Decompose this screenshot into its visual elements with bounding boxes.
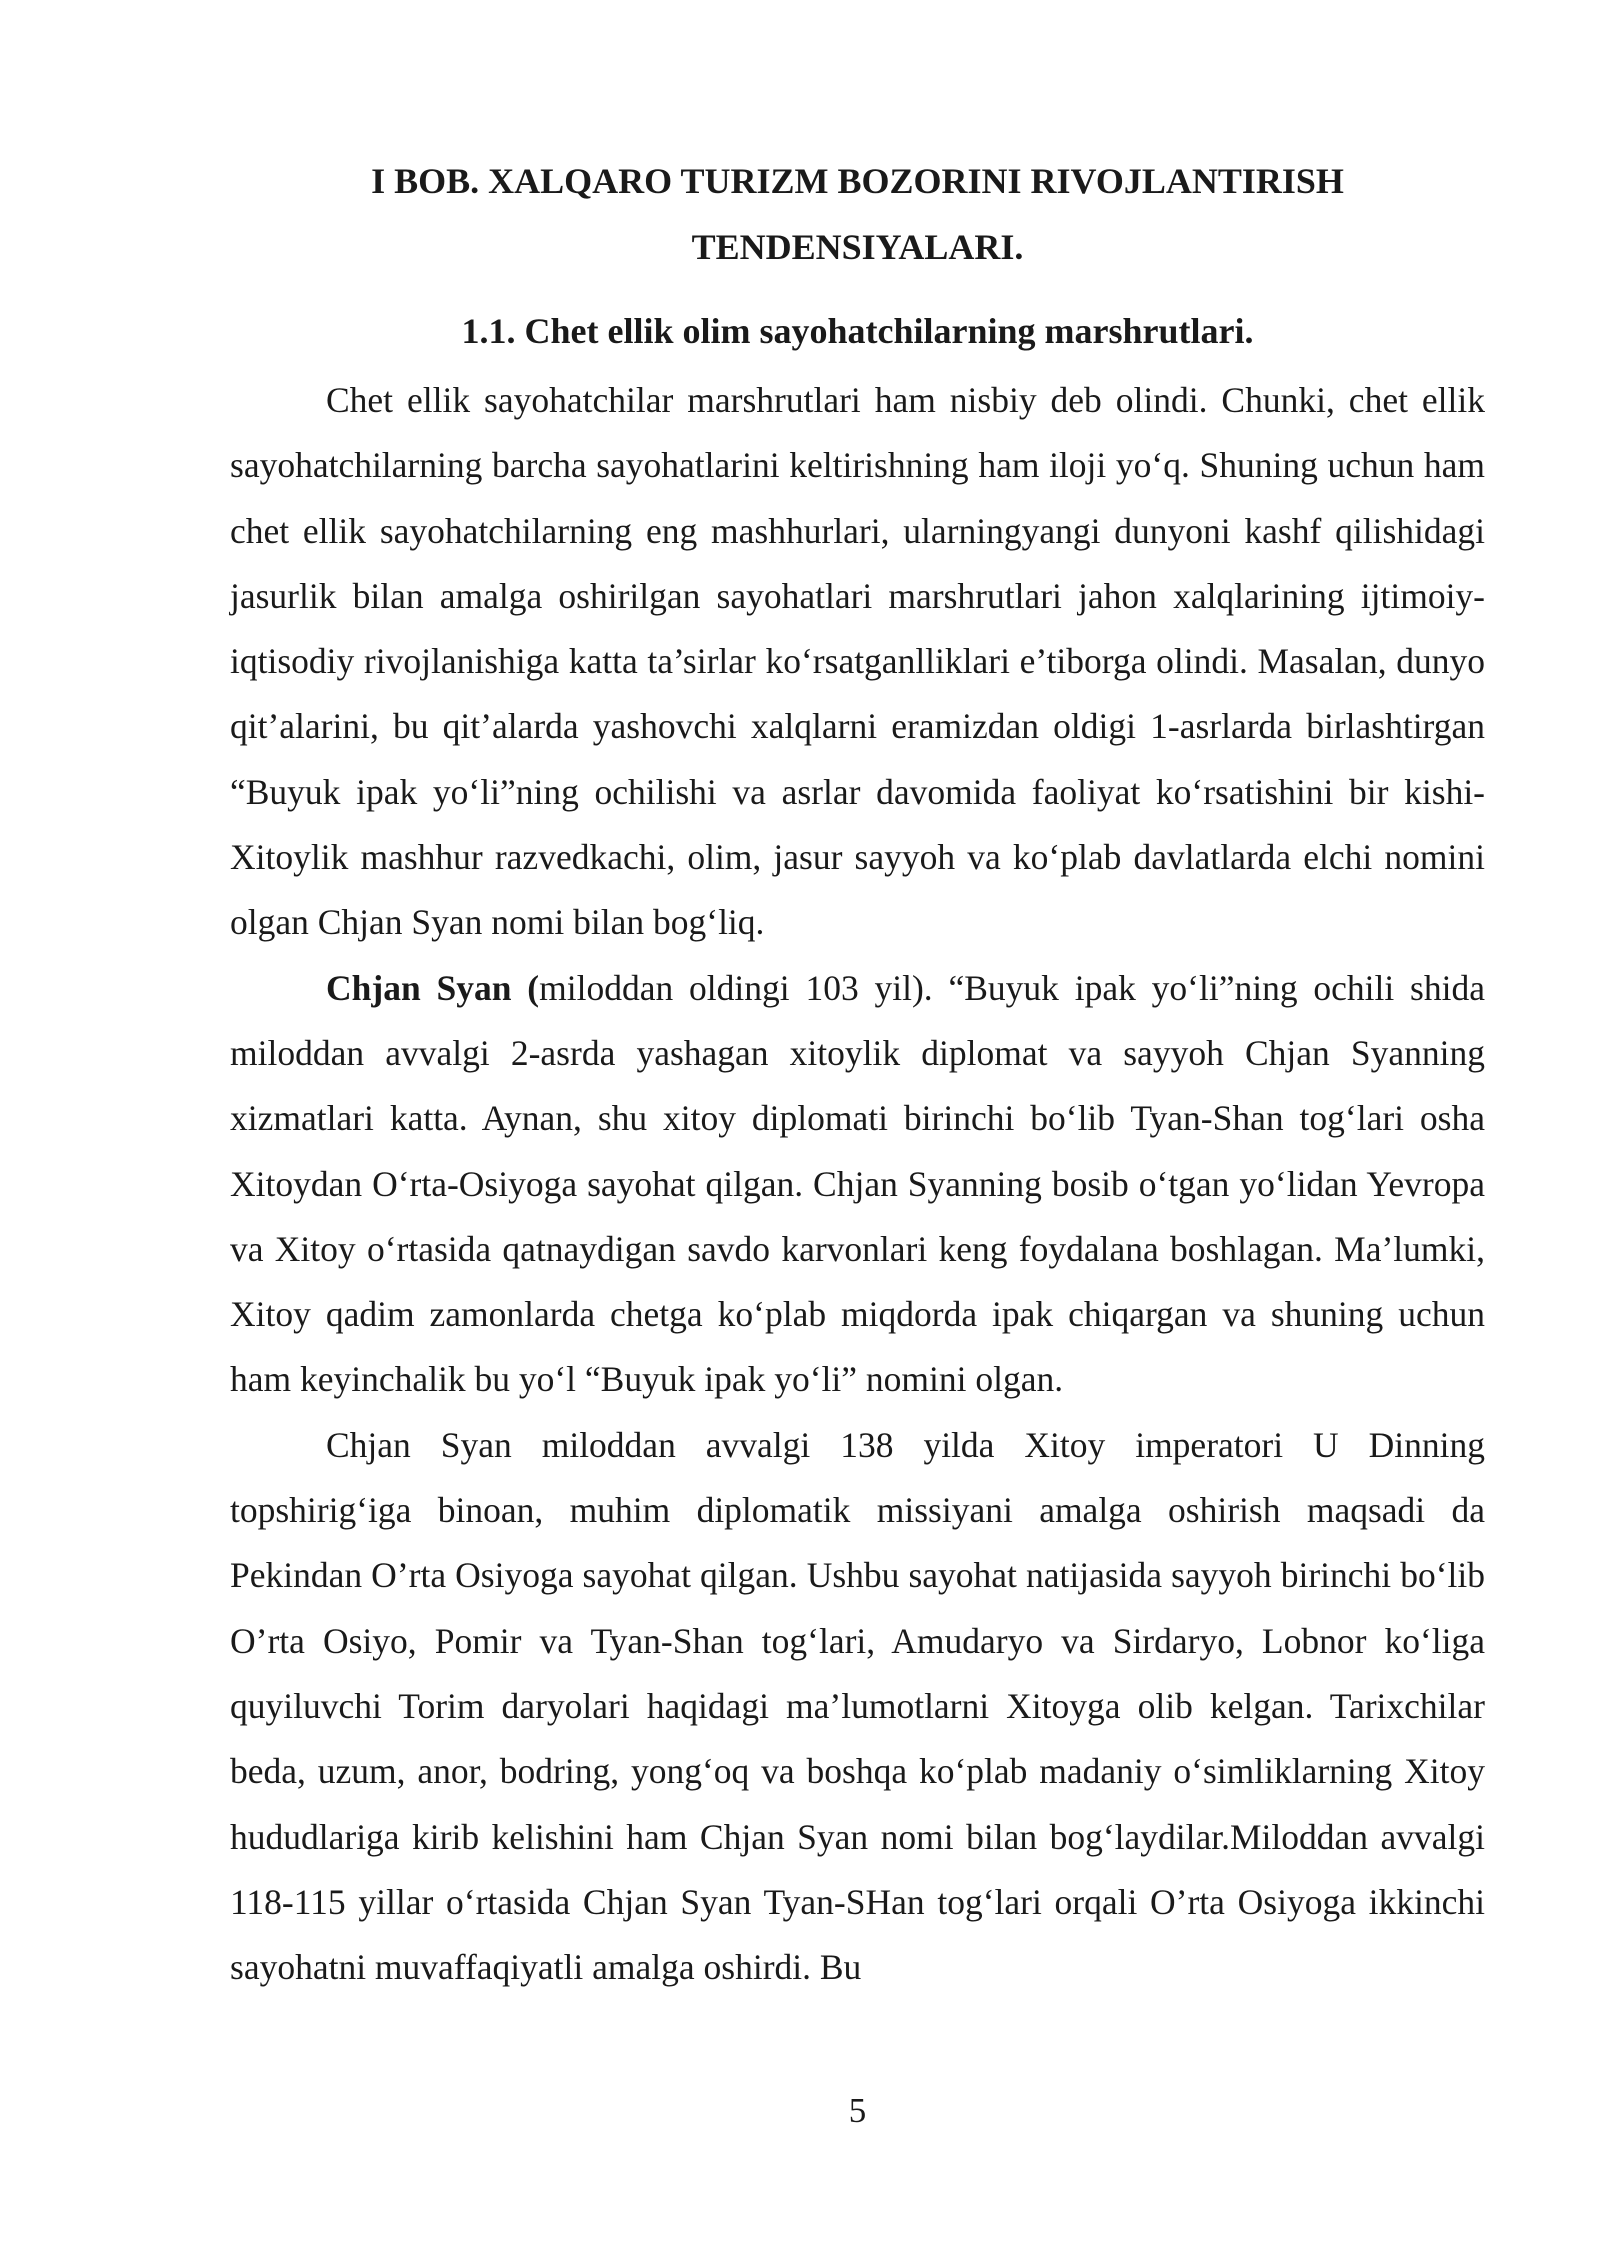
paragraph-1: Chet ellik sayohatchilar marshrutlari ham nisbiy deb olindi. Chunki, chet ellik sayohatchilarning barcha sayohatlarini keltirishning ham iloji yo‘q. Shuning uchun ham chet ellik sayohatchilarning eng mashhurlari, ularningyangi dunyoni kashf qilishidagi jasurlik bilan amalga oshirilgan sayohatlari marshrutlari jahon xalqlarining ijtimoiy-iqtisodiy rivojlanishiga katta ta’sirlar ko‘rsatganlliklari e’tiborga olindi. Masalan, dunyo qit’alarini, bu qit’alarda yashovchi xalqlarni eramizdan oldigi 1-asrlarda birlashtirgan “Buyuk ipak yo‘li”ning ochilishi va asrlar davomida faoliyat ko‘rsatishini bir kishi-Xitoylik mashhur razvedkachi, olim, jasur sayyoh va ko‘plab davlatlarda elchi nomini olgan Chjan Syan nomi bilan bog‘liq. [230,380,1485,943]
page-number: 5 [848,2091,867,2130]
body-text [230,368,1485,2000]
section-title: 1.1. Chet ellik olim sayohatchilarning marshrutlari. [461,311,1254,351]
paragraph-2-bold-lead: Chjan Syan ( [326,967,540,1008]
paragraph-3: Chjan Syan miloddan avvalgi 138 yilda Xitoy imperatori U Dinning topshirig‘iga binoan, muhim diplomatik missiyani amalga oshirish maqsadi da Pekindan O’rta Osiyoga sayohat qilgan. Ushbu sayohat natijasida sayyoh birinchi bo‘lib O’rta Osiyo, Pomir va Tyan-Shan tog‘lari, Amudaryo va Sirdaryo, Lobnor ko‘liga quyiluvchi Torim daryolari haqidagi ma’lumotlarni Xitoyga olib kelgan. Tarixchilar beda, uzum, anor, bodring, yong‘oq va boshqa ko‘plab madaniy o‘simliklarning Xitoy hududlariga kirib kelishini ham Chjan Syan nomi bilan bog‘laydilar.Miloddan avvalgi 118-115 yillar o‘rtasida Chjan Syan Tyan-SHan tog‘lari orqali O’rta Osiyoga ikkinchi sayohatni muvaffaqiyatli amalga oshirdi. Bu [230,1424,1485,1988]
paragraph-2-text: miloddan oldingi 103 yil). “Buyuk ipak yo‘li”ning ochili shida miloddan avvalgi 2-asrda yashagan xitoylik diplomat va sayyoh Chjan Syanning xizmatlari katta. Aynan, shu xitoy diplomati birinchi bo‘lib Tyan-Shan tog‘lari osha Xitoydan O‘rta-Osiyoga sayohat qilgan. Chjan Syanning bosib o‘tgan yo‘lidan Yevropa va Xitoy o‘rtasida qatnaydigan savdo karvonlari keng foydalana boshlagan. Ma’lumki, Xitoy qadim zamonlarda chetga ko‘plab miqdorda ipak chiqargan va shuning uchun ham keyinchalik bu yo‘l “Buyuk ipak yo‘li” nomini olgan. [230,967,1485,1400]
chapter-title-line-1: I BOB. XALQARO TURIZM BOZORINI RIVOJLANTIRISH [371,161,1344,201]
chapter-title-line-2: TENDENSIYALARI. [691,227,1024,267]
chapter-title [230,148,1485,280]
paragraph-2 [230,956,1485,1413]
